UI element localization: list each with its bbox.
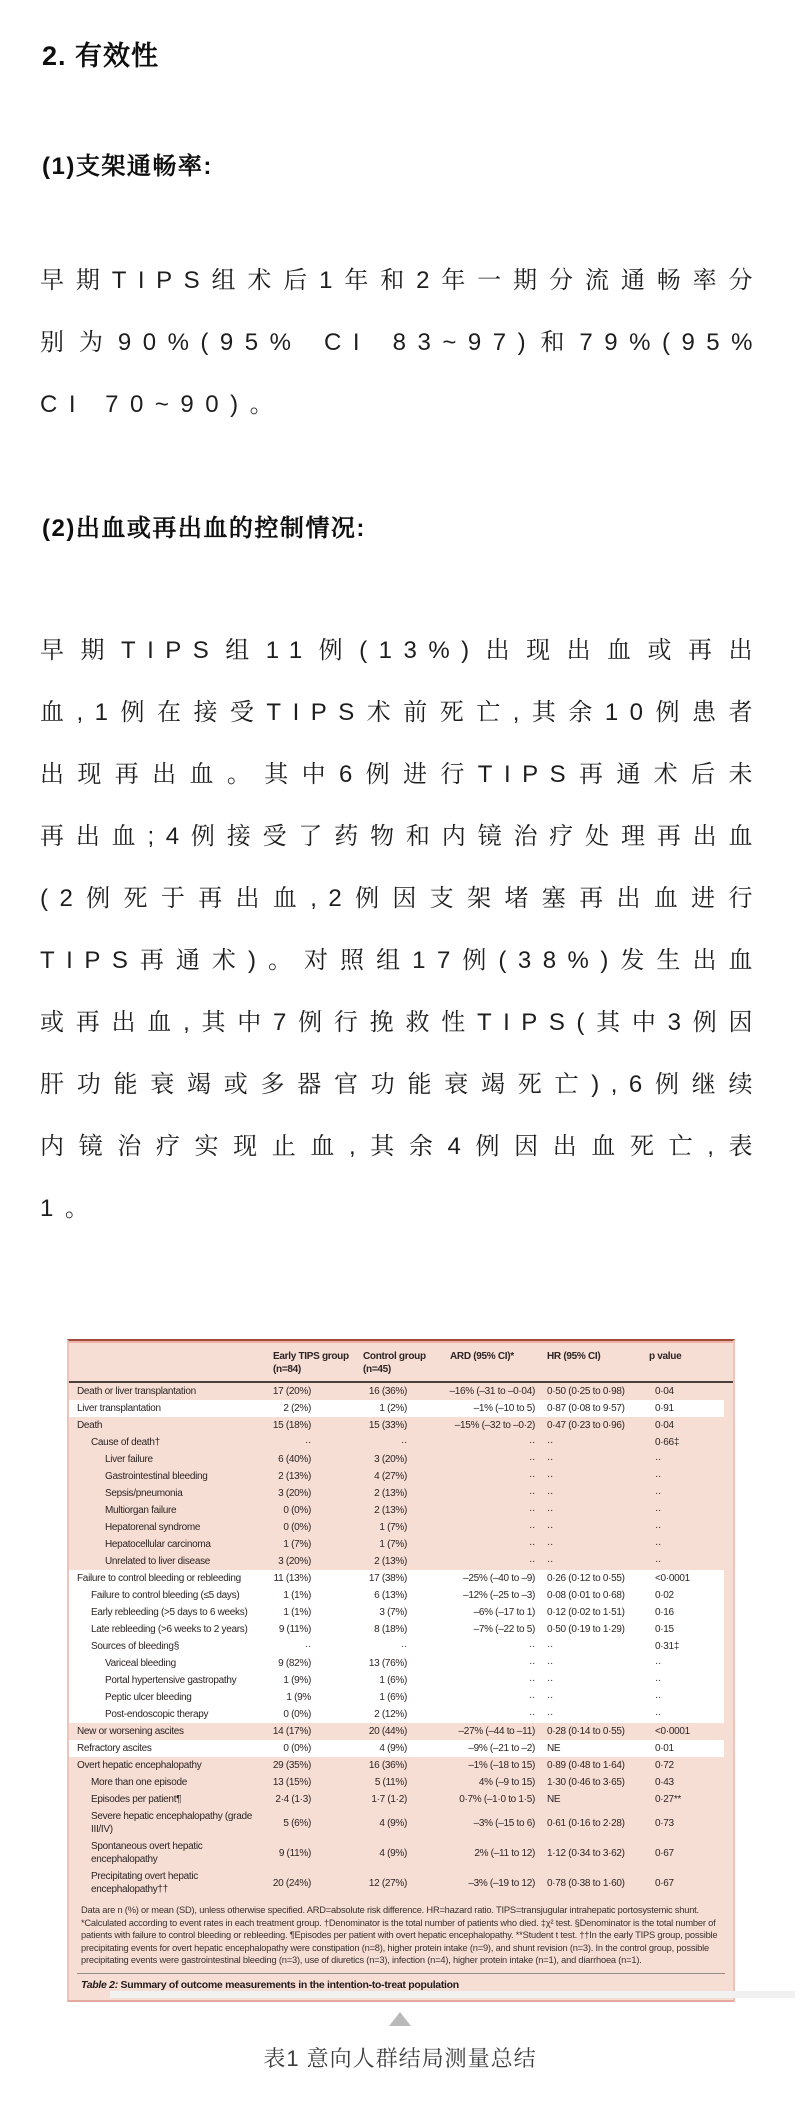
row-cell: 14 (17%) (272, 1726, 311, 1737)
row-cell: 4 (9%) (379, 1817, 407, 1829)
row-cell: ·· (655, 1658, 662, 1669)
row-cell: 0·04 (655, 1386, 674, 1397)
row-cell: NE (547, 1743, 561, 1754)
row-cell: 0·04 (655, 1420, 674, 1431)
row-label: Hepatorenal syndrome (105, 1522, 201, 1533)
row-cell: ·· (547, 1692, 554, 1703)
table-header-row (69, 1343, 733, 1383)
table-row (69, 1868, 733, 1898)
table-row (69, 1774, 733, 1791)
row-cell: –6% (–17 to 1) (473, 1607, 535, 1618)
row-cell: ·· (655, 1556, 662, 1567)
row-cell: 1 (9%) (283, 1675, 311, 1686)
table-row (69, 1672, 733, 1689)
row-cell: 1 (7%) (379, 1522, 407, 1533)
row-cell: ·· (655, 1488, 662, 1499)
row-cell: 0·91 (655, 1403, 674, 1414)
row-cell: 0 (0%) (283, 1743, 311, 1754)
row-label: Peptic ulcer bleeding (105, 1692, 192, 1703)
row-cell: 13 (15%) (272, 1777, 311, 1788)
row-cell: 4% (–9 to 15) (478, 1777, 535, 1788)
row-cell: 1·12 (0·34 to 3·62) (547, 1847, 625, 1859)
row-cell: 0·12 (0·02 to 1·51) (547, 1607, 625, 1618)
table-header-hr: HR (95% CI) (547, 1351, 601, 1362)
table-body (69, 1383, 733, 1898)
row-cell: 2 (12%) (374, 1709, 407, 1720)
row-cell: ·· (547, 1709, 554, 1720)
row-cell: ·· (400, 1641, 407, 1652)
row-cell: 0·50 (0·19 to 1·29) (547, 1624, 625, 1635)
row-cell: 0·61 (0·16 to 2·28) (547, 1817, 625, 1829)
row-cell: NE (547, 1794, 561, 1805)
row-cell: ·· (528, 1471, 535, 1482)
row-cell: ·· (655, 1692, 662, 1703)
row-cell: 2 (13%) (374, 1556, 407, 1567)
row-cell: 0·26 (0·12 to 0·55) (547, 1573, 625, 1584)
row-cell: 2% (–11 to 12) (474, 1847, 535, 1859)
subsection-title-bleeding-control: (2)出血或再出血的控制情况: (42, 515, 366, 542)
table-row (69, 1604, 733, 1621)
row-cell: 20 (24%) (272, 1877, 311, 1889)
table-row (69, 1417, 733, 1434)
row-label: Unrelated to liver disease (105, 1556, 211, 1567)
table-row (69, 1655, 733, 1672)
row-cell: ·· (547, 1556, 554, 1567)
table-header-control: Control group (n=45) (363, 1351, 426, 1375)
table-row (69, 1689, 733, 1706)
row-cell: 0·01 (655, 1743, 674, 1754)
row-cell: –1% (–10 to 5) (473, 1403, 535, 1414)
row-cell: ·· (655, 1505, 662, 1516)
row-label: Spontaneous overt hepatic encephalopathy (91, 1841, 203, 1865)
table-caption-label: Table 2: (81, 1978, 118, 1991)
row-cell: –3% (–19 to 12) (468, 1877, 535, 1889)
row-cell: ·· (528, 1437, 535, 1448)
table-row (69, 1383, 733, 1400)
row-cell: 5 (6%) (283, 1817, 311, 1829)
row-cell: 0·67 (655, 1877, 674, 1889)
row-cell: 0·02 (655, 1590, 674, 1601)
row-cell: 1 (1%) (283, 1607, 311, 1618)
row-cell: –16% (–31 to –0·04) (449, 1386, 535, 1397)
row-cell: 0 (0%) (283, 1505, 311, 1516)
row-label: Liver failure (105, 1454, 153, 1465)
row-label: Gastrointestinal bleeding (105, 1471, 208, 1482)
table-row (69, 1468, 733, 1485)
table-row (69, 1621, 733, 1638)
figure-caption: 表1 意向人群结局测量总结 (263, 2046, 537, 2071)
row-cell: ·· (528, 1539, 535, 1550)
row-cell: 1 (9% (286, 1692, 311, 1703)
row-cell: 17 (20%) (272, 1386, 311, 1397)
row-cell: 12 (27%) (368, 1877, 407, 1889)
row-label: Precipitating overt hepatic encephalopathy†† (91, 1871, 198, 1895)
figure-bottom-strip (110, 1991, 795, 1998)
row-cell: ·· (304, 1437, 311, 1448)
subsection-title-patency: (1)支架通畅率: (42, 153, 213, 180)
row-cell: ·· (547, 1471, 554, 1482)
paragraph-patency: 早期TIPS组术后1年和2年一期分流通畅率分别为90%(95% CI 83~97)和79%(95% CI 70~90)。 (40, 267, 764, 418)
row-label: Sepsis/pneumonia (105, 1488, 183, 1499)
row-cell: –27% (–44 to –11) (458, 1726, 535, 1737)
row-cell: ·· (547, 1437, 554, 1448)
row-label: Early rebleeding (>5 days to 6 weeks) (91, 1607, 248, 1618)
paragraph-bleeding-control: 早期TIPS组11例(13%)出现出血或再出血,1例在接受TIPS术前死亡,其余10例患者出现再出血。其中6例进行TIPS再通术后未再出血;4例接受了药物和内镜治疗处理再出血(2例死于再出血,2例因支架堵塞再出血进行TIPS再通术)。对照组17例(38%)发生出血或再出血,其中7例行挽救性TIPS(其中3例因肝功能衰竭或多器官功能衰竭死亡),6例继续内镜治疗实现止血,其余4例因出血死亡,表1。 (40, 637, 764, 1222)
row-label: Death (77, 1420, 103, 1431)
row-cell: 1·30 (0·46 to 3·65) (547, 1777, 625, 1788)
row-cell: ·· (304, 1641, 311, 1652)
row-cell: 0·15 (655, 1624, 674, 1635)
row-cell: 4 (9%) (379, 1743, 407, 1754)
row-cell: –25% (–40 to –9) (463, 1573, 535, 1584)
row-label: Failure to control bleeding or rebleeding (77, 1573, 241, 1584)
row-cell: 5 (11%) (374, 1777, 407, 1788)
row-cell: ·· (655, 1709, 662, 1720)
row-cell: 0·87 (0·08 to 9·57) (547, 1403, 625, 1414)
row-cell: 9 (11%) (278, 1847, 311, 1859)
row-cell: 9 (82%) (278, 1658, 311, 1669)
row-cell: 9 (11%) (278, 1624, 311, 1635)
row-cell: 1 (6%) (379, 1675, 407, 1686)
row-cell: 2 (13%) (278, 1471, 311, 1482)
table-row (69, 1723, 733, 1740)
row-cell: 0 (0%) (283, 1709, 311, 1720)
row-cell: 1·7 (1·2) (371, 1794, 407, 1805)
row-cell: 0·72 (655, 1760, 674, 1771)
row-cell: ·· (528, 1454, 535, 1465)
row-cell: <0·0001 (655, 1726, 690, 1737)
row-cell: –12% (–25 to –3) (463, 1590, 535, 1601)
row-cell: ·· (547, 1539, 554, 1550)
table-header-ard: ARD (95% CI)* (450, 1351, 514, 1362)
table-row (69, 1536, 733, 1553)
table-row (69, 1485, 733, 1502)
row-cell: 4 (27%) (374, 1471, 407, 1482)
table-row (69, 1638, 733, 1655)
row-cell: –1% (–18 to 15) (468, 1760, 535, 1771)
row-cell: 3 (7%) (379, 1607, 407, 1618)
row-cell: ·· (400, 1437, 407, 1448)
row-cell: 0 (0%) (283, 1522, 311, 1533)
row-label: Severe hepatic encephalopathy (grade III/IV) (91, 1811, 252, 1835)
row-cell: ·· (547, 1675, 554, 1686)
table-row (69, 1502, 733, 1519)
row-cell: 15 (33%) (368, 1420, 407, 1431)
row-cell: 2 (13%) (374, 1488, 407, 1499)
table-row (69, 1451, 733, 1468)
row-cell: ·· (655, 1675, 662, 1686)
row-cell: ·· (528, 1658, 535, 1669)
row-cell: ·· (547, 1488, 554, 1499)
row-cell: 0·31‡ (655, 1641, 680, 1652)
row-cell: ·· (655, 1471, 662, 1482)
row-label: Sources of bleeding§ (91, 1641, 179, 1652)
row-cell: ·· (547, 1658, 554, 1669)
row-label: Refractory ascites (77, 1743, 152, 1754)
row-cell: <0·0001 (655, 1573, 690, 1584)
table-header-pvalue: p value (649, 1351, 682, 1362)
row-cell: ·· (655, 1522, 662, 1533)
row-cell: ·· (528, 1675, 535, 1686)
row-label: Episodes per patient¶ (91, 1794, 182, 1805)
row-cell: 0·89 (0·48 to 1·64) (547, 1760, 625, 1771)
row-cell: 6 (40%) (278, 1454, 311, 1465)
table-row (69, 1740, 733, 1757)
row-cell: 2 (13%) (374, 1505, 407, 1516)
row-cell: 0·78 (0·38 to 1·60) (547, 1877, 625, 1889)
table-row (69, 1587, 733, 1604)
table-header-empty (69, 1350, 263, 1376)
row-cell: 0·66‡ (655, 1437, 680, 1448)
row-cell: 3 (20%) (278, 1556, 311, 1567)
table-row (69, 1570, 733, 1587)
table-header-early-tips: Early TIPS group (n=84) (273, 1351, 349, 1375)
table-row (69, 1791, 733, 1808)
row-label: Failure to control bleeding (≤5 days) (91, 1590, 240, 1601)
table-row (69, 1706, 733, 1723)
row-label: Liver transplantation (77, 1403, 161, 1414)
row-cell: 16 (36%) (368, 1760, 407, 1771)
row-label: Cause of death† (91, 1437, 160, 1448)
row-cell: 0·47 (0·23 to 0·96) (547, 1420, 625, 1431)
row-cell: 6 (13%) (374, 1590, 407, 1601)
row-cell: ·· (655, 1454, 662, 1465)
row-cell: 0·27** (655, 1794, 681, 1805)
row-cell: ·· (547, 1454, 554, 1465)
row-label: Variceal bleeding (105, 1658, 176, 1669)
row-cell: 0·50 (0·25 to 0·98) (547, 1386, 625, 1397)
row-cell: ·· (528, 1505, 535, 1516)
up-triangle-icon (389, 2012, 411, 2026)
row-cell: 20 (44%) (368, 1726, 407, 1737)
row-cell: 1 (2%) (379, 1403, 407, 1414)
row-cell: ·· (655, 1539, 662, 1550)
row-cell: ·· (528, 1692, 535, 1703)
row-cell: ·· (528, 1556, 535, 1567)
row-cell: ·· (547, 1522, 554, 1533)
row-label: Hepatocellular carcinoma (105, 1539, 211, 1550)
row-cell: 11 (13%) (273, 1573, 311, 1584)
table-caption-text: Summary of outcome measurements in the intention-to-treat population (117, 1978, 459, 1991)
row-cell: 0·08 (0·01 to 0·68) (547, 1590, 625, 1601)
outcome-table-figure (67, 1339, 735, 2002)
row-cell: 0·73 (655, 1817, 674, 1829)
row-label: Death or liver transplantation (77, 1386, 196, 1397)
row-label: Post-endoscopic therapy (105, 1709, 209, 1720)
row-cell: 1 (7%) (379, 1539, 407, 1550)
row-label: Late rebleeding (>6 weeks to 2 years) (91, 1624, 248, 1635)
row-cell: ·· (528, 1488, 535, 1499)
row-cell: 2·4 (1·3) (275, 1794, 311, 1805)
row-cell: 4 (9%) (379, 1847, 407, 1859)
row-cell: 15 (18%) (272, 1420, 311, 1431)
row-cell: ·· (528, 1709, 535, 1720)
table-row (69, 1434, 733, 1451)
row-cell: ·· (547, 1505, 554, 1516)
row-cell: 1 (6%) (379, 1692, 407, 1703)
table-row (69, 1400, 733, 1417)
row-cell: ·· (528, 1641, 535, 1652)
row-label: Overt hepatic encephalopathy (77, 1760, 202, 1771)
row-cell: 0·16 (655, 1607, 674, 1618)
row-cell: 2 (2%) (283, 1403, 311, 1414)
row-label: Multiorgan failure (105, 1505, 177, 1516)
row-cell: 13 (76%) (368, 1658, 407, 1669)
row-cell: 17 (38%) (368, 1573, 407, 1584)
table-row (69, 1757, 733, 1774)
row-cell: 29 (35%) (272, 1760, 311, 1771)
section-title: 2. 有效性 (42, 41, 160, 71)
table-footnote: Data are n (%) or mean (SD), unless otherwise specified. ARD=absolute risk difference. HR=hazard ratio. TIPS=transjugular intrahepatic portosystemic shunt. *Calculated according to event rates in each treatment group. †Denominator is the total number of patients who died. ‡χ² test. §Denominator is the total number of patients with failure to control bleeding or rebleeding. ¶Episodes per patient with overt hepatic encephalopathy. **Student t test. ††In the early TIPS group, possible precipitating events for overt hepatic encephalopathy were constipation (n=8), higher protein intake (n=9), and shunt revision (n=3). In the control group, possible precipitating events were gastrointestinal bleeding (n=3), use of diuretics (n=3), infection (n=4), higher protein intake (n=1), and diarrhoea (n=1). (81, 1905, 718, 1965)
row-label: New or worsening ascites (77, 1726, 184, 1737)
row-cell: 1 (1%) (283, 1590, 311, 1601)
row-cell: 0·7% (–1·0 to 1·5) (459, 1794, 535, 1805)
row-cell: 0·28 (0·14 to 0·55) (547, 1726, 625, 1737)
row-cell: ·· (547, 1641, 554, 1652)
row-cell: ·· (528, 1522, 535, 1533)
table-row (69, 1519, 733, 1536)
row-cell: 16 (36%) (368, 1386, 407, 1397)
row-cell: –7% (–22 to 5) (473, 1624, 535, 1635)
table-row (69, 1808, 733, 1838)
row-label: Portal hypertensive gastropathy (105, 1675, 237, 1686)
row-cell: –15% (–32 to –0·2) (454, 1420, 535, 1431)
row-cell: –9% (–21 to –2) (468, 1743, 535, 1754)
row-cell: 3 (20%) (278, 1488, 311, 1499)
row-label: More than one episode (91, 1777, 187, 1788)
row-cell: 0·67 (655, 1847, 674, 1859)
row-cell: 0·43 (655, 1777, 674, 1788)
row-cell: 3 (20%) (374, 1454, 407, 1465)
table-row (69, 1553, 733, 1570)
row-cell: 8 (18%) (374, 1624, 407, 1635)
row-cell: –3% (–15 to 6) (473, 1817, 535, 1829)
table-row (69, 1838, 733, 1868)
row-cell: 1 (7%) (283, 1539, 311, 1550)
